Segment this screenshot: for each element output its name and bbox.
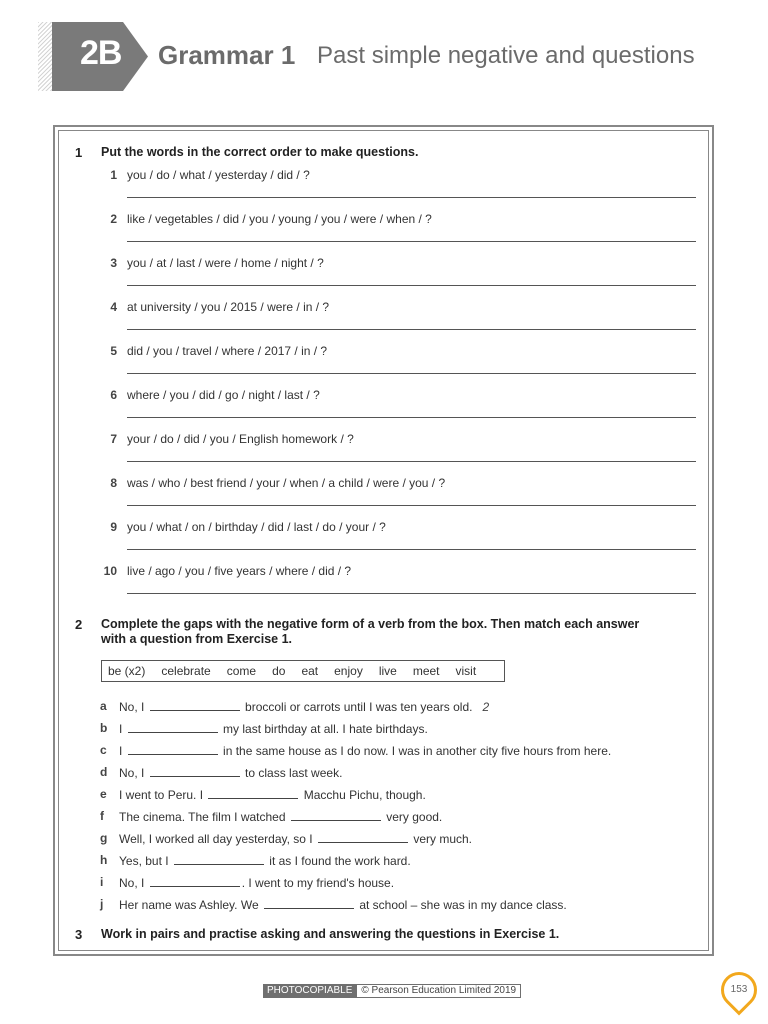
answer-line[interactable] [127,593,696,594]
sentence-after: to class last week. [245,766,343,780]
word-box-item: celebrate [161,664,211,678]
sentence-after: . I went to my friend's house. [241,876,395,890]
sentence-after: in the same house as I do now. I was in another city five hours from here. [223,744,612,758]
exercise-3-number: 3 [75,927,83,942]
question-number: 2 [110,212,117,226]
sentence-body [119,699,489,714]
question-prompt: your / do / did / you / English homework / ? [127,432,354,446]
page-subtitle: Past simple negative and questions [317,42,695,69]
question-number: 7 [110,432,117,446]
sentence-before: The cinema. The film I watched [119,810,286,824]
sentence-letter: c [100,743,107,757]
word-box [101,660,505,682]
question-number: 8 [110,476,117,490]
question-prompt: where / you / did / go / night / last / ? [127,388,320,402]
sentence-before: I went to Peru. I [119,788,204,802]
sentence-letter: f [100,809,104,823]
sentence-letter: d [100,765,108,779]
exercise-1-instruction: Put the words in the correct order to make questions. [101,145,419,159]
answer-line[interactable] [127,373,696,374]
sentence-before: No, I [119,876,145,890]
copyright-text: © Pearson Education Limited 2019 [356,984,521,998]
gap-sentence [0,875,768,895]
word-box-item: visit [455,664,477,678]
question-row [0,476,768,520]
sentence-body [119,853,411,868]
word-box-item: do [272,664,286,678]
gap-blank[interactable] [128,721,218,733]
question-number: 4 [110,300,117,314]
sentence-body [119,897,567,912]
footer-copyright [263,984,521,998]
sentence-before: Well, I worked all day yesterday, so I [119,832,313,846]
answer-line[interactable] [127,197,696,198]
answer-line[interactable] [127,285,696,286]
question-prompt: did / you / travel / where / 2017 / in / ? [127,344,328,358]
sentence-letter: e [100,787,107,801]
question-row [0,432,768,476]
answer-line[interactable] [127,417,696,418]
question-prompt: you / what / on / birthday / did / last / do / your / ? [127,520,386,534]
sentence-before: I [119,744,123,758]
sentence-body [119,875,394,890]
word-box-item: enjoy [334,664,363,678]
sentence-body [119,721,428,736]
sentence-letter: h [100,853,108,867]
question-number: 1 [110,168,117,182]
question-number: 10 [103,564,117,578]
page-header [0,0,768,110]
exercise-1-number: 1 [75,145,83,160]
word-box-item: meet [412,664,440,678]
sentence-after: Macchu Pichu, though. [303,788,426,802]
answer-line[interactable] [127,461,696,462]
question-number: 3 [110,256,117,270]
question-prompt: you / do / what / yesterday / did / ? [127,168,310,182]
answer-line[interactable] [127,241,696,242]
sentence-body [119,765,342,780]
answer-line[interactable] [127,505,696,506]
gap-sentence [0,853,768,873]
question-row [0,168,768,212]
gap-sentence [0,765,768,785]
word-box-item: eat [301,664,319,678]
question-number: 5 [110,344,117,358]
exercise-2-number: 2 [75,617,83,632]
sentence-letter: i [100,875,104,889]
sentence-after: very much. [413,832,473,846]
sentence-letter: g [100,831,108,845]
sentence-after: very good. [386,810,443,824]
gap-blank[interactable] [150,699,240,711]
question-prompt: you / at / last / were / home / night / ? [127,256,324,270]
question-number: 6 [110,388,117,402]
question-prompt: at university / you / 2015 / were / in / ? [127,300,330,314]
sentence-body [119,809,442,824]
gap-blank[interactable] [150,875,240,887]
gap-sentence [0,787,768,807]
gap-blank[interactable] [291,809,381,821]
question-prompt: was / who / best friend / your / when / a child / were / you / ? [127,476,446,490]
question-number: 9 [110,520,117,534]
question-prompt: like / vegetables / did / you / young / you / were / when / ? [127,212,432,226]
sentence-after: my last birthday at all. I hate birthdays. [223,722,428,736]
question-row [0,388,768,432]
question-row [0,256,768,300]
question-prompt: live / ago / you / five years / where / did / ? [127,564,352,578]
gap-blank[interactable] [208,787,298,799]
sentence-after: broccoli or carrots until I was ten years old. [245,700,473,714]
gap-sentence [0,897,768,917]
sentence-letter: b [100,721,108,735]
unit-code: 2B [80,34,122,72]
photocopiable-label: PHOTOCOPIABLE [263,984,356,998]
exercise-2-instruction: Complete the gaps with the negative form of a verb from the box. Then match each answer with a question from Exercise 1. [101,617,640,646]
page-number-badge [721,972,757,1008]
sentence-before: Her name was Ashley. We [119,898,259,912]
sentence-body [119,787,426,802]
gap-blank[interactable] [174,853,264,865]
exercise-3-instruction: Work in pairs and practise asking and answering the questions in Exercise 1. [101,927,560,941]
question-row [0,212,768,256]
gap-blank[interactable] [128,743,218,755]
gap-blank[interactable] [264,897,354,909]
gap-blank[interactable] [150,765,240,777]
gap-sentence [0,721,768,741]
sentence-letter: j [100,897,104,911]
page-title: Grammar 1 [158,40,296,70]
gap-sentence [0,831,768,851]
match-answer: 2 [482,700,490,714]
sentence-before: No, I [119,700,145,714]
answer-line[interactable] [127,549,696,550]
sentence-letter: a [100,699,107,713]
question-row [0,300,768,344]
sentence-after: at school – she was in my dance class. [359,898,567,912]
sentence-before: No, I [119,766,145,780]
gap-blank[interactable] [318,831,408,843]
sentence-after: it as I found the work hard. [269,854,411,868]
sentence-before: I [119,722,123,736]
gap-sentence [0,743,768,763]
sentence-body [119,743,611,758]
question-row [0,564,768,608]
word-box-item: come [226,664,257,678]
sentence-body [119,831,472,846]
answer-line[interactable] [127,329,696,330]
word-box-item: live [378,664,397,678]
question-row [0,520,768,564]
gap-sentence [0,809,768,829]
word-box-item: be (x2) [108,664,146,678]
question-row [0,344,768,388]
page-number: 153 [730,984,748,995]
sentence-before: Yes, but I [119,854,169,868]
gap-sentence [0,699,768,719]
